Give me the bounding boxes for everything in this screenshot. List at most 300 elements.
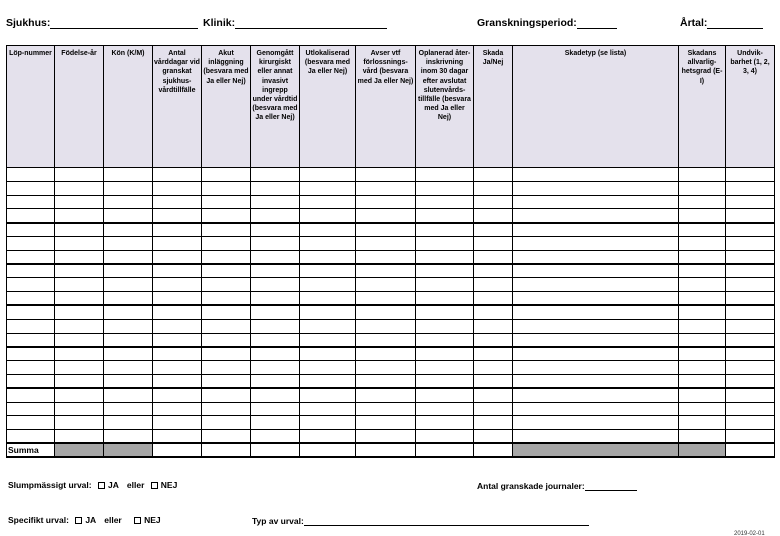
table-cell[interactable] — [7, 181, 55, 195]
table-cell[interactable] — [726, 430, 775, 444]
table-cell[interactable] — [474, 361, 513, 375]
table-cell[interactable] — [474, 168, 513, 182]
random-or-label: eller — [126, 480, 145, 490]
table-cell[interactable] — [416, 195, 474, 209]
period-field[interactable] — [477, 17, 617, 29]
table-cell[interactable] — [416, 402, 474, 416]
table-cell[interactable] — [251, 195, 300, 209]
table-cell[interactable] — [300, 181, 356, 195]
year-field[interactable] — [680, 17, 763, 29]
table-cell[interactable] — [474, 402, 513, 416]
table-cell[interactable] — [679, 278, 726, 292]
table-cell[interactable] — [513, 223, 679, 237]
table-cell[interactable] — [474, 278, 513, 292]
table-cell[interactable] — [55, 209, 104, 223]
table-cell[interactable] — [513, 278, 679, 292]
table-cell[interactable] — [726, 361, 775, 375]
summa-cell[interactable] — [251, 443, 300, 457]
table-cell[interactable] — [356, 236, 416, 250]
table-cell[interactable] — [55, 292, 104, 306]
table-cell[interactable] — [679, 374, 726, 388]
table-cell[interactable] — [356, 361, 416, 375]
table-cell[interactable] — [356, 374, 416, 388]
table-cell[interactable] — [202, 305, 251, 319]
summa-cell[interactable] — [153, 443, 202, 457]
table-cell[interactable] — [251, 361, 300, 375]
table-cell[interactable] — [513, 250, 679, 264]
table-cell[interactable] — [300, 416, 356, 430]
clinic-field[interactable] — [203, 17, 387, 29]
table-cell[interactable] — [7, 388, 55, 402]
table-cell[interactable] — [7, 374, 55, 388]
table-cell[interactable] — [513, 430, 679, 444]
table-cell[interactable] — [202, 430, 251, 444]
table-cell[interactable] — [55, 236, 104, 250]
table-cell[interactable] — [300, 388, 356, 402]
table-cell[interactable] — [474, 195, 513, 209]
table-cell[interactable] — [679, 236, 726, 250]
table-cell[interactable] — [300, 305, 356, 319]
table-cell[interactable] — [104, 416, 153, 430]
table-cell[interactable] — [153, 250, 202, 264]
table-cell[interactable] — [104, 292, 153, 306]
table-cell[interactable] — [7, 236, 55, 250]
table-cell[interactable] — [416, 430, 474, 444]
table-cell[interactable] — [202, 333, 251, 347]
table-cell[interactable] — [726, 278, 775, 292]
table-cell[interactable] — [356, 223, 416, 237]
table-cell[interactable] — [153, 402, 202, 416]
table-cell[interactable] — [55, 305, 104, 319]
table-cell[interactable] — [251, 278, 300, 292]
table-cell[interactable] — [726, 195, 775, 209]
table-cell[interactable] — [7, 168, 55, 182]
table-cell[interactable] — [104, 333, 153, 347]
year-input-line[interactable] — [707, 18, 763, 29]
table-cell[interactable] — [679, 430, 726, 444]
table-cell[interactable] — [202, 209, 251, 223]
table-cell[interactable] — [153, 278, 202, 292]
table-row — [7, 250, 775, 264]
table-cell[interactable] — [726, 347, 775, 361]
selection-type-row[interactable] — [252, 516, 589, 526]
table-cell[interactable] — [726, 388, 775, 402]
table-cell[interactable] — [513, 416, 679, 430]
table-cell[interactable] — [356, 209, 416, 223]
table-cell[interactable] — [416, 416, 474, 430]
summa-cell[interactable] — [726, 443, 775, 457]
table-cell[interactable] — [416, 181, 474, 195]
table-cell[interactable] — [726, 416, 775, 430]
table-cell[interactable] — [513, 236, 679, 250]
table-row — [7, 388, 775, 402]
table-cell[interactable] — [300, 402, 356, 416]
table-cell[interactable] — [679, 347, 726, 361]
table-cell[interactable] — [153, 168, 202, 182]
table-cell[interactable] — [416, 278, 474, 292]
table-cell[interactable] — [7, 292, 55, 306]
table-cell[interactable] — [104, 278, 153, 292]
table-cell[interactable] — [251, 292, 300, 306]
table-cell[interactable] — [726, 236, 775, 250]
table-cell[interactable] — [474, 236, 513, 250]
table-cell[interactable] — [55, 388, 104, 402]
table-cell[interactable] — [300, 430, 356, 444]
table-cell[interactable] — [679, 333, 726, 347]
table-cell[interactable] — [202, 292, 251, 306]
table-cell[interactable] — [7, 278, 55, 292]
table-cell[interactable] — [153, 181, 202, 195]
table-cell[interactable] — [104, 250, 153, 264]
table-cell[interactable] — [202, 195, 251, 209]
table-cell[interactable] — [474, 388, 513, 402]
journals-count-input-line[interactable] — [585, 482, 637, 491]
table-cell[interactable] — [513, 361, 679, 375]
table-cell[interactable] — [300, 168, 356, 182]
specific-yes-checkbox[interactable] — [75, 517, 82, 524]
table-cell[interactable] — [104, 168, 153, 182]
table-cell[interactable] — [202, 319, 251, 333]
table-cell[interactable] — [726, 181, 775, 195]
table-cell[interactable] — [356, 195, 416, 209]
table-row — [7, 319, 775, 333]
table-cell[interactable] — [104, 209, 153, 223]
hospital-input-line[interactable] — [50, 18, 198, 29]
table-cell[interactable] — [55, 333, 104, 347]
table-cell[interactable] — [55, 347, 104, 361]
table-cell[interactable] — [416, 209, 474, 223]
table-cell[interactable] — [726, 292, 775, 306]
year-label: Årtal: — [680, 17, 708, 29]
table-cell[interactable] — [474, 223, 513, 237]
table-cell[interactable] — [356, 333, 416, 347]
table-cell[interactable] — [202, 264, 251, 278]
table-cell[interactable] — [202, 388, 251, 402]
table-cell[interactable] — [416, 305, 474, 319]
table-cell[interactable] — [513, 388, 679, 402]
table-cell[interactable] — [300, 292, 356, 306]
table-cell[interactable] — [356, 278, 416, 292]
table-cell[interactable] — [7, 195, 55, 209]
table-cell[interactable] — [104, 430, 153, 444]
table-cell[interactable] — [153, 195, 202, 209]
table-cell[interactable] — [7, 223, 55, 237]
table-cell[interactable] — [513, 374, 679, 388]
table-cell[interactable] — [153, 236, 202, 250]
table-cell[interactable] — [251, 209, 300, 223]
table-cell[interactable] — [416, 347, 474, 361]
table-cell[interactable] — [679, 292, 726, 306]
table-cell[interactable] — [7, 361, 55, 375]
table-cell[interactable] — [7, 319, 55, 333]
table-cell[interactable] — [416, 236, 474, 250]
selection-type-input-line[interactable] — [304, 517, 589, 526]
table-cell[interactable] — [251, 388, 300, 402]
table-cell[interactable] — [7, 430, 55, 444]
table-cell[interactable] — [153, 430, 202, 444]
clinic-input-line[interactable] — [235, 18, 387, 29]
table-cell[interactable] — [153, 223, 202, 237]
table-cell[interactable] — [104, 347, 153, 361]
table-cell[interactable] — [416, 388, 474, 402]
table-cell[interactable] — [474, 209, 513, 223]
table-cell[interactable] — [679, 361, 726, 375]
table-cell[interactable] — [726, 319, 775, 333]
table-cell[interactable] — [679, 416, 726, 430]
table-cell[interactable] — [416, 361, 474, 375]
table-cell[interactable] — [726, 223, 775, 237]
table-cell[interactable] — [356, 292, 416, 306]
table-cell[interactable] — [55, 264, 104, 278]
table-cell[interactable] — [300, 209, 356, 223]
table-cell[interactable] — [104, 195, 153, 209]
table-cell[interactable] — [55, 416, 104, 430]
table-cell[interactable] — [153, 319, 202, 333]
journals-count-row[interactable] — [477, 481, 637, 491]
table-cell[interactable] — [104, 305, 153, 319]
table-cell[interactable] — [474, 181, 513, 195]
table-cell[interactable] — [202, 181, 251, 195]
table-cell[interactable] — [104, 264, 153, 278]
random-yes-checkbox[interactable] — [98, 482, 105, 489]
table-cell[interactable] — [474, 347, 513, 361]
table-cell[interactable] — [474, 292, 513, 306]
table-cell[interactable] — [474, 416, 513, 430]
table-cell[interactable] — [153, 333, 202, 347]
summa-cell[interactable] — [300, 443, 356, 457]
table-cell[interactable] — [416, 264, 474, 278]
table-cell[interactable] — [7, 402, 55, 416]
table-cell[interactable] — [104, 402, 153, 416]
journals-count-label: Antal granskade journaler: — [477, 481, 585, 491]
table-cell[interactable] — [251, 333, 300, 347]
table-cell[interactable] — [679, 250, 726, 264]
col-header-skadetyp: Skadetyp (se lista) — [513, 46, 679, 168]
table-cell[interactable] — [202, 416, 251, 430]
table-cell[interactable] — [55, 195, 104, 209]
specific-no-checkbox[interactable] — [134, 517, 141, 524]
table-cell[interactable] — [356, 305, 416, 319]
table-cell[interactable] — [474, 250, 513, 264]
table-cell[interactable] — [513, 292, 679, 306]
table-cell[interactable] — [104, 388, 153, 402]
table-cell[interactable] — [513, 319, 679, 333]
table-cell[interactable] — [251, 181, 300, 195]
table-cell[interactable] — [153, 347, 202, 361]
table-cell[interactable] — [356, 168, 416, 182]
table-cell[interactable] — [300, 374, 356, 388]
table-cell[interactable] — [153, 416, 202, 430]
table-cell[interactable] — [153, 361, 202, 375]
table-cell[interactable] — [104, 361, 153, 375]
table-cell[interactable] — [7, 347, 55, 361]
table-cell[interactable] — [55, 223, 104, 237]
table-cell[interactable] — [153, 292, 202, 306]
table-cell[interactable] — [513, 305, 679, 319]
table-cell[interactable] — [55, 278, 104, 292]
table-cell[interactable] — [202, 402, 251, 416]
table-cell[interactable] — [300, 236, 356, 250]
table-cell[interactable] — [474, 333, 513, 347]
table-cell[interactable] — [202, 250, 251, 264]
table-cell[interactable] — [356, 250, 416, 264]
table-cell[interactable] — [153, 264, 202, 278]
table-cell[interactable] — [55, 250, 104, 264]
table-cell[interactable] — [251, 264, 300, 278]
table-cell[interactable] — [726, 374, 775, 388]
table-row — [7, 195, 775, 209]
table-cell[interactable] — [7, 250, 55, 264]
table-cell[interactable] — [679, 209, 726, 223]
table-cell[interactable] — [251, 319, 300, 333]
table-cell[interactable] — [202, 361, 251, 375]
table-cell[interactable] — [251, 347, 300, 361]
summa-cell[interactable] — [416, 443, 474, 457]
table-cell[interactable] — [300, 264, 356, 278]
table-cell[interactable] — [726, 402, 775, 416]
table-cell[interactable] — [104, 319, 153, 333]
table-cell[interactable] — [202, 168, 251, 182]
period-input-line[interactable] — [577, 18, 617, 29]
table-cell[interactable] — [153, 374, 202, 388]
table-cell[interactable] — [202, 223, 251, 237]
table-cell[interactable] — [513, 402, 679, 416]
table-cell[interactable] — [7, 264, 55, 278]
table-cell[interactable] — [251, 236, 300, 250]
table-cell[interactable] — [202, 347, 251, 361]
table-cell[interactable] — [726, 209, 775, 223]
table-cell[interactable] — [416, 168, 474, 182]
col-header-utlokaliserad: Utlokaliserad (besvara med Ja eller Nej) — [300, 46, 356, 168]
table-cell[interactable] — [416, 292, 474, 306]
summa-cell[interactable] — [474, 443, 513, 457]
table-cell[interactable] — [679, 305, 726, 319]
table-cell[interactable] — [356, 416, 416, 430]
table-cell[interactable] — [726, 305, 775, 319]
table-cell[interactable] — [55, 319, 104, 333]
table-cell[interactable] — [679, 168, 726, 182]
table-cell[interactable] — [300, 250, 356, 264]
table-cell[interactable] — [153, 388, 202, 402]
specific-selection-label: Specifikt urval: — [8, 515, 69, 525]
table-cell[interactable] — [416, 250, 474, 264]
table-cell[interactable] — [356, 402, 416, 416]
table-cell[interactable] — [513, 181, 679, 195]
table-cell[interactable] — [513, 347, 679, 361]
table-cell[interactable] — [104, 181, 153, 195]
table-cell[interactable] — [251, 416, 300, 430]
table-cell[interactable] — [416, 319, 474, 333]
table-cell[interactable] — [474, 305, 513, 319]
table-cell[interactable] — [679, 181, 726, 195]
table-cell[interactable] — [7, 333, 55, 347]
table-cell[interactable] — [55, 168, 104, 182]
table-cell[interactable] — [513, 168, 679, 182]
table-cell[interactable] — [251, 250, 300, 264]
table-cell[interactable] — [300, 223, 356, 237]
table-cell[interactable] — [726, 168, 775, 182]
table-cell[interactable] — [474, 374, 513, 388]
table-cell[interactable] — [726, 264, 775, 278]
table-row — [7, 223, 775, 237]
table-cell[interactable] — [416, 374, 474, 388]
table-cell[interactable] — [356, 319, 416, 333]
table-cell[interactable] — [356, 388, 416, 402]
table-cell[interactable] — [679, 402, 726, 416]
table-cell[interactable] — [300, 347, 356, 361]
table-cell[interactable] — [300, 333, 356, 347]
table-cell[interactable] — [726, 333, 775, 347]
summa-cell[interactable] — [202, 443, 251, 457]
table-cell[interactable] — [513, 333, 679, 347]
table-cell[interactable] — [474, 319, 513, 333]
table-cell[interactable] — [202, 278, 251, 292]
table-cell[interactable] — [251, 402, 300, 416]
table-cell[interactable] — [300, 319, 356, 333]
table-cell[interactable] — [251, 223, 300, 237]
table-cell[interactable] — [356, 430, 416, 444]
table-cell[interactable] — [726, 250, 775, 264]
table-cell[interactable] — [55, 430, 104, 444]
col-header-forlossningsvard: Avser vtf förlossnings-vård (besvara med Ja eller Nej) — [356, 46, 416, 168]
table-cell[interactable] — [251, 430, 300, 444]
table-cell[interactable] — [513, 264, 679, 278]
table-cell[interactable] — [416, 333, 474, 347]
period-label: Granskningsperiod: — [477, 17, 577, 29]
table-cell[interactable] — [55, 361, 104, 375]
table-cell[interactable] — [513, 195, 679, 209]
table-cell[interactable] — [251, 305, 300, 319]
table-cell[interactable] — [251, 374, 300, 388]
table-cell[interactable] — [7, 416, 55, 430]
table-cell[interactable] — [7, 209, 55, 223]
table-cell[interactable] — [356, 264, 416, 278]
table-cell[interactable] — [474, 430, 513, 444]
table-cell[interactable] — [679, 223, 726, 237]
col-header-allvarlighetsgrad: Skadans allvarlig-hetsgrad (E-I) — [679, 46, 726, 168]
table-cell[interactable] — [679, 319, 726, 333]
table-cell[interactable] — [416, 223, 474, 237]
hospital-field[interactable] — [6, 17, 198, 29]
table-cell[interactable] — [300, 195, 356, 209]
table-cell[interactable] — [300, 278, 356, 292]
summa-cell[interactable] — [356, 443, 416, 457]
table-cell[interactable] — [55, 181, 104, 195]
table-cell[interactable] — [474, 264, 513, 278]
table-cell[interactable] — [251, 168, 300, 182]
random-no-checkbox[interactable] — [151, 482, 158, 489]
table-row — [7, 361, 775, 375]
table-cell[interactable] — [55, 374, 104, 388]
table-cell[interactable] — [153, 209, 202, 223]
table-cell[interactable] — [356, 181, 416, 195]
table-cell[interactable] — [153, 305, 202, 319]
table-cell[interactable] — [104, 374, 153, 388]
table-cell[interactable] — [513, 209, 679, 223]
table-cell[interactable] — [7, 305, 55, 319]
table-cell[interactable] — [202, 374, 251, 388]
table-cell[interactable] — [55, 402, 104, 416]
table-cell[interactable] — [202, 236, 251, 250]
table-cell[interactable] — [679, 195, 726, 209]
table-cell[interactable] — [679, 264, 726, 278]
specific-selection-row — [8, 515, 161, 525]
table-cell[interactable] — [300, 361, 356, 375]
table-cell[interactable] — [356, 347, 416, 361]
table-cell[interactable] — [104, 223, 153, 237]
table-cell[interactable] — [679, 388, 726, 402]
table-cell[interactable] — [104, 236, 153, 250]
